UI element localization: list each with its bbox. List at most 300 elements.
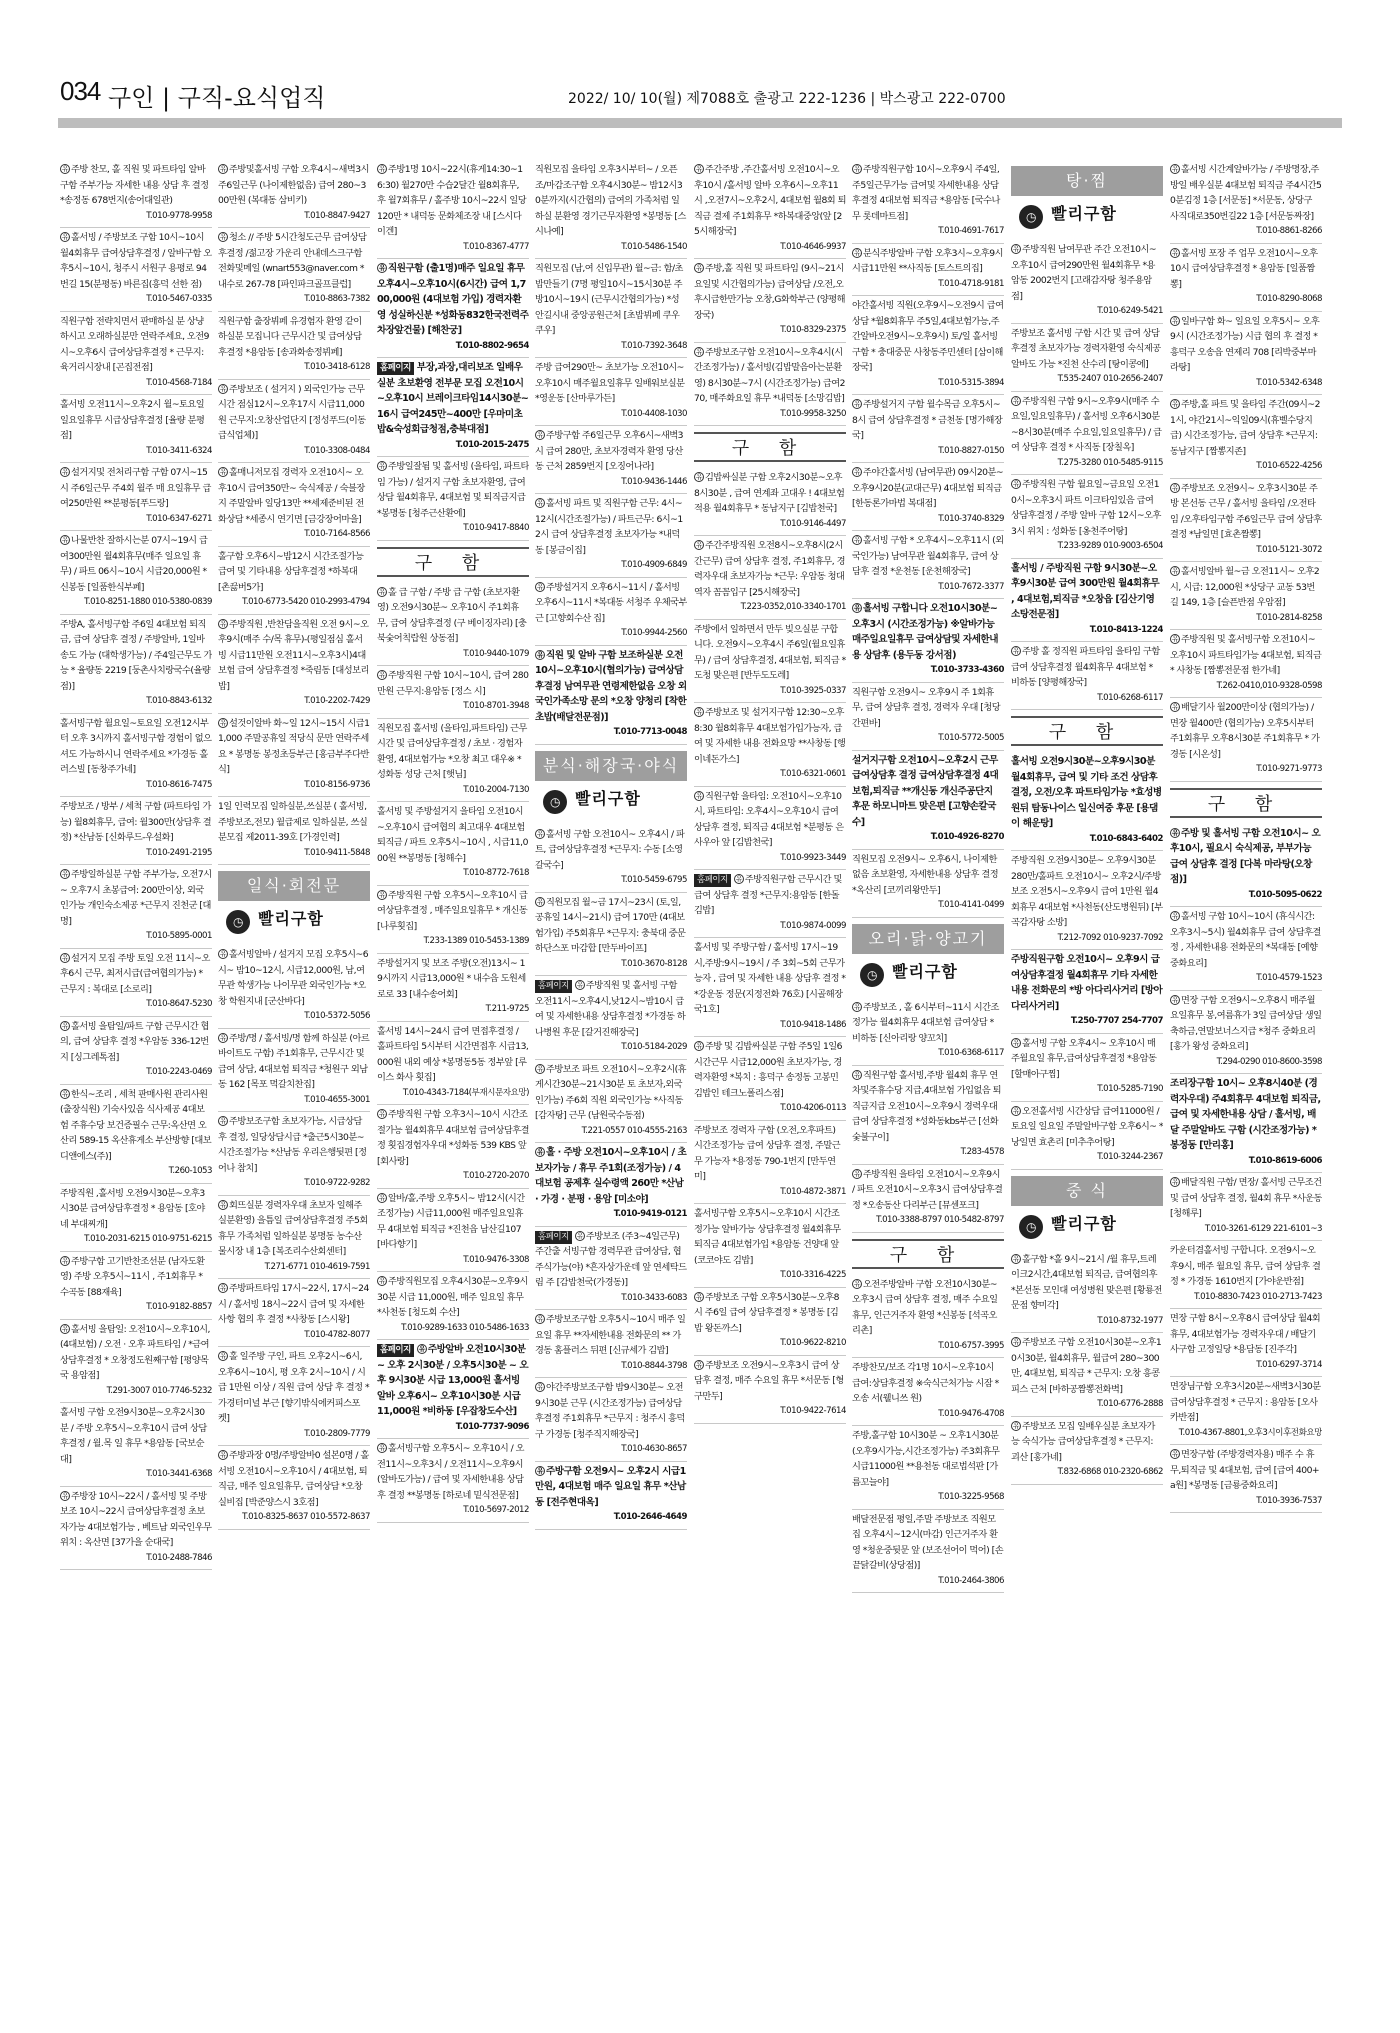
premium-mark-icon: 유 [1171,1450,1179,1458]
premium-mark-icon: 유 [219,384,227,393]
premium-mark-icon: 유 [378,462,386,470]
classified-ad [535,1143,687,1227]
classified-ad [1011,475,1163,559]
classified-ad [694,1356,846,1424]
ad-phone: T.010-9923-3449 [780,852,846,863]
classified-ad [535,893,687,977]
classified-ad [1011,559,1163,643]
ad-phone: T.010-6757-3995 [938,1340,1004,1351]
classified-ad [1170,562,1322,630]
classified-ad [694,259,846,343]
classified-ad [1170,698,1322,782]
classified-ad [60,531,212,615]
ad-phone: T.010-3433-6083 [621,1292,687,1303]
clock-icon: ◷ [226,910,250,934]
classified-ad [377,1022,529,1106]
classified-ad [694,343,846,427]
ad-text: 주방구함 오전9시~ 오후2시 시급1만원, 4대보험 매주 일요일 휴무 *산남동 [전주현대옥] [535,1465,686,1508]
premium-mark-icon: 유 [853,1169,861,1178]
classified-ad [694,468,846,536]
premium-mark-icon: 유 [219,619,227,628]
classified-ad [852,683,1004,751]
premium-mark-icon: 유 [695,1360,703,1369]
premium-mark-icon: 유 [378,1444,386,1452]
premium-mark-icon: 유 [853,1279,861,1288]
ad-phone: T.010-2004-7130 [463,784,529,795]
ad-text: 주방직원구함 근무시간 및 급여 상담후 결정 *근무지:용암동 [한돌김밥] [694,874,842,916]
ad-phone: T.010-9722-9282 [304,1178,370,1188]
premium-mark-icon: 유 [378,587,386,596]
ad-phone: T.832-6868 010-2320-6862 [1057,1467,1163,1477]
premium-mark-icon: 유 [1012,245,1020,253]
ad-phone: T.010-6321-0601 [780,769,846,779]
premium-mark-icon: 유 [378,890,386,899]
ad-text: 홀서빙 포장 주 업무 오전10시~오후10시 급여상담후결정 * 용암동 [일품짬뽕] [1170,247,1318,290]
premium-mark-icon: 유 [61,536,69,544]
premium-mark-icon: 유 [853,248,861,257]
classified-ad [377,1105,529,1189]
classified-ad [218,1347,370,1446]
urgent-hire-banner [535,787,687,819]
ad-phone: T.271-6771 010-4619-7591 [264,1261,370,1272]
ad-text: 일바구함 화~ 일요일 오후5시~ 오후9시 (시간조정가능) 시급 협의 후 결정 *흥덕구 오송읍 연제리 708 [리박중부마라탕] [1170,315,1320,373]
classified-ad [218,380,370,464]
premium-mark-icon: 유 [1171,248,1179,257]
ad-text: 주방직원 및 홀서빙 구함 오전11시~오후4시,낮12시~밤10시 급여 및 자세한내용 상담후결정 *가경동 하나병원 후문 [갈거진해장국] [535,980,686,1038]
classified-ad [1170,244,1322,312]
ad-text: 홀서빙 을탐일: 오전10시~오후10시, (4대보험) / 오전 · 오후 파트타임 / *금여상담후결정 * 오창정도원째구함 [평양목국 용암점] [60,1323,210,1381]
classified-ad [377,160,529,259]
premium-mark-icon: 유 [536,650,544,659]
ad-phone: T.010-3441-6368 [146,1469,212,1479]
premium-mark-icon: 유 [853,1002,861,1011]
ad-phone: T.010-5697-2012 [463,1505,529,1515]
premium-mark-icon: 유 [576,981,583,989]
ad-phone: T.010-6268-6117 [1097,692,1163,703]
premium-mark-icon: 유 [61,953,69,962]
premium-mark-icon: 유 [695,708,703,716]
ad-phone: T.010-9476-3308 [463,1254,529,1265]
classified-ad [218,547,370,615]
ad-phone: T.294-0290 010-8600-3598 [1216,1056,1322,1067]
ad-phone: T.010-5285-7190 [1097,1084,1163,1094]
premium-mark-icon: 유 [735,875,742,883]
ad-phone: T.010-6776-2888 [1097,1399,1163,1409]
classified-ad [377,358,529,457]
ad-phone: T.010-6773-5420 010-2993-4794 [242,597,370,607]
ad-phone: T.010-2031-6215 010-9751-6215 [84,1234,212,1244]
ad-text: 주방보조 구함 오후5시30분~오후8시 주6일 급여 상담후결정 * 봉명동 [김밥 왕돈까스] [694,1291,839,1334]
classified-ad [218,1446,370,1530]
classified-ad [1170,991,1322,1075]
ad-text: 직원구함 오전9시~ 오후9시 주 1회휴무, 급여 상담후 결정, 경력자 우대 [청당간편바] [852,686,1001,729]
ad-text: 배달전문점 평일,주말 주방보조 직원모집 오후4시~12시(마감) 인근거주자 환영 *청운중뒷문 앞 (보조선어이 먹어) [손끝닭갈비(상당점)] [852,1513,1004,1571]
premium-mark-icon: 유 [1012,1038,1020,1047]
ad-text: 면장 구함 오전9시~오후8시 매주월요일휴무 봉,여름휴가 3일 급여상담 생일축하금,연말보너스지급 *청주 중화요리 [홍가 왕성 중화요리] [1170,994,1322,1052]
ad-phone: T.010-3936-7537 [1256,1495,1322,1506]
ad-phone: T.010-4926-8270 [930,832,1004,842]
classified-ad [1170,1173,1322,1241]
ad-phone: T.010-2464-3806 [938,1575,1004,1586]
ad-phone: T.010-4141-0499 [938,900,1004,910]
premium-mark-icon: 유 [219,950,227,958]
ad-phone: T.010-8325-8637 010-5572-8637 [242,1512,370,1522]
classified-ad [60,1320,212,1404]
premium-mark-icon: 유 [1012,1421,1020,1430]
ad-text: 설것이알바 화~일 12시~15시 시급11,000 주말공휴일 적당식 문만 연락주세요 * 봉명동 봉정초등부근 [홍금부주다반식] [218,717,370,775]
ad-text: 주방직원 오전9시30분~ 오후9시30분 280만/홀파트 오전10시~ 오후2시/주방보조 오전5시~오후9시 급여 1만원 월4회휴무 4대보험 *사천동(산도병원뒤) [부곡감자탕 소방] [1011,855,1163,928]
urgent-hire-banner [218,907,370,939]
ad-text: 주방직원 ,홀서빙 오전9시30분~오후3시30분 급여상담후결정 * 용암동 [호야네 부대찌개] [60,1187,205,1230]
premium-mark-icon: 유 [1171,912,1179,920]
ad-text: 홀 · 주방 오전10시~오후10시 / 초보자가능 / 휴무 주1회(조정가능) / 4대보험 공제후 실수령액 260만 *산남 · 가경 · 분평 · 용암 [미소야] [535,1147,687,1205]
classified-ad [1011,1417,1163,1485]
premium-mark-icon: 유 [219,165,227,173]
classified-ad [1011,324,1163,392]
premium-mark-icon: 유 [853,165,861,173]
classified-ad [1170,907,1322,991]
ad-phone: T.010-8772-7618 [463,868,529,878]
ad-text: 주방보조 및 설거지구함 12:30~오후8:30 월8회휴무 4대보험가입가능자, 급여 및 자세한 내용 전화요망 **사창동 [행이네돈가스] [694,707,846,765]
column-7 [1011,160,1163,2006]
premium-mark-icon: 유 [61,1491,69,1500]
classified-ad [535,1060,687,1144]
homepage-badge: 홈페이지 [377,362,414,375]
ad-text: 홀서빙알바 월~금 오전11시~ 오후2시, 시급: 12,000원 *상당구 교동 53번길 149, 1층 [슬픈반점 우암점] [1170,566,1320,608]
premium-mark-icon: 유 [853,1070,861,1079]
ad-text: 주방구함 주6일근무 오후6시~새벽3시 급여 280만, 초보자경력자 환영 당산동 근처 2859번지 [오징어나라] [535,430,683,472]
ad-text: 주방설거지 구함 월수목금 오후5시~8시 급여 상담후결정 * 금천동 [명가해장국] [852,399,1003,441]
ad-phone: T.010-4646-9937 [780,241,846,252]
ad-phone: T.010-9476-4708 [938,1408,1004,1419]
classified-ad [694,1204,846,1288]
ad-text: 홀서빙 파트 및 직원구함 근무: 4시~12시(시간조절가능) / 파트근무: 6시~12시 급여 상담후결정 초보자가능 *내덕동 [봉금이집] [535,498,683,556]
ad-phone: T.010-6522-4256 [1256,461,1322,471]
category-heading: 분식·해장국·야식 [535,751,687,781]
premium-mark-icon: 유 [219,1352,227,1360]
classified-ad [1170,1309,1322,1377]
ad-text: 주방,홀구함 10시30분 ~ 오후1시30분 (오후9시가능,시간조정가능) 주3회휴무 시급11000원 **용천동 대로법석판 [가름꼬늘야] [852,1430,1000,1488]
classified-ad [535,160,687,259]
premium-mark-icon: 유 [219,1033,227,1042]
classified-ad [852,850,1004,918]
classified-ad [694,620,846,704]
ad-text: 주방구함 고기반찬조선분 (남자도환영) 주방 오후5시~11시 , 주1회휴무 * 수곡동 [88재육] [60,1255,205,1298]
classified-ad [1011,642,1163,710]
premium-mark-icon: 유 [219,1200,227,1209]
classified-ad [535,426,687,494]
column-6 [852,160,1004,2006]
ad-phone: T.010-4343-7184(부재시문자요망) [402,1087,529,1098]
ad-phone: T.212-7092 010-9237-7092 [1057,932,1163,943]
premium-mark-icon: 유 [61,1089,69,1098]
ad-phone: T.010-9146-4497 [780,518,846,529]
ad-text: 면장 구함 8시~오후8시 급여상담 월4회휴무, 4대보험가능 경력자우대 / 배달기사구함 고정일당 *용담동 [진주각] [1170,1313,1321,1355]
ad-text: 홀서빙 구함 오후4시~ 오후10시 매주월요일 휴무,급여상담후결정 *용암동 [할매아구찜] [1011,1037,1157,1080]
masthead [60,76,1342,112]
column-3 [377,160,529,2006]
ad-text: 주방,홀 파트 및 을타임 주간(09시~21시, 야간21시~익일09시(휴벨수당지급) 시간조정가능, 급여 상담후 *근무지: 동남지구 [짬뽕지존] [1170,399,1320,457]
classified-ad [1011,1034,1163,1102]
ad-phone: T.010-2243-0469 [146,1067,212,1077]
urgent-hire-label: 빨리구함 [575,788,641,808]
ad-text: 주야간홀서빙 (남여무관) 09시20분~오후9시20분(교대근무) 4대보험 퇴직금 [한동론가마법 복대점] [852,467,1004,509]
ad-phone: T.010-8827-0150 [938,445,1004,456]
classified-ad [535,578,687,646]
category-heading: 탕·찜 [1011,166,1163,196]
ad-text: 조리장구함 10시~ 오후8시40분 (경력자우대) 주4회휴무 4대보험 퇴직금, 급여 및 자세한내용 상담 / 홀서빙, 배달 주말알바도 구함 (시간조정가능) *봉정동 [만리홍] [1170,1078,1321,1151]
premium-mark-icon: 유 [853,604,861,612]
ad-text: 직원구함 출장뷔페 유경험자 환영 같이 하실분 모집니다 근무시간 및 급여상담후결정 *용암동 [송과화송정뷔페] [218,315,362,358]
urgent-hire-label: 빨리구함 [1051,204,1117,223]
category-heading: 일식·회전문 [218,871,370,901]
premium-mark-icon: 유 [1171,828,1179,837]
ad-text: 주방보조구함 초보자가능, 시급상담후 결정, 일당상담시급 *출근5시30분~ 시간조절가능 *산남동 우리은행뒷편 [정어나 참치] [218,1116,367,1174]
column-5 [694,160,846,2006]
ad-phone: T.010-7392-3648 [621,340,687,351]
ad-text: 회뜨실분 경력자우대 초보자 일해주실분환영) 을틈일 급여상담후결정 주5회휴무 가족처럼 일하실분 봉명동 농수산물시장 내 1층 [복조리수산회센터] [218,1199,368,1257]
ad-phone: T.010-3225-9568 [938,1492,1004,1502]
ad-text: 오전주방알바 구함 오전10시30분~ 오후3시 급여 상담후 결정, 매주 수요일 휴무, 인근거주자 환영 *신봉동 [석곡오리촌] [852,1278,998,1336]
classified-ad [218,228,370,312]
ad-text: 주방보조 파트 오전10시~오후2시(휴게시간30분~21시30분 토 초보자,외국인가능) 주6회 직원 외국인가능 *사직동 [감자탕] 근무 (남원국수동점) [535,1063,687,1121]
ad-phone: T.010-9419-0121 [613,1209,687,1219]
premium-mark-icon: 유 [1171,1178,1179,1186]
ad-text: 홀서빙 및 주방구함 / 홀서빙 17시~19시,주방:9시~19시 / 주 3회~5회 근무가능자 , 급여 및 자세한 내용 상담후 결정 **강운동 정문(지정전화 76호) [시골해장국1호] [694,942,846,1015]
ad-text: 직원모집 (남,여 신입무관) 월~금: 함/초밥만들기 (7명 평일10시~15시30분 주방10시~19시 (근무시간협의가능) *성안길시내 중앙공원근처 [초밥뷔페 쿠우쿠우] [535,263,683,336]
classified-ad [694,938,846,1037]
ad-phone: T.010-4568-7184 [146,377,212,388]
section-title: 구인 | 구직-요식업직 [108,84,326,112]
ad-text: 설거지및 전처리구함 구함 07시~15시 주6일근무 주4회 월주 매 요일휴무 급여250만원 **분평동[푸드랑] [60,467,211,509]
ad-text: 홀서빙 구함 오전9시30분~오후2시30분 / 주방 오후5시~오후10시 급여 상담후결정 / 월.목 일 휴무 *용암동 [국보순대] [60,1407,207,1465]
ad-text: 설거지구함 오전10시~오후2시 근무 급여상담후 결정 급여상담후결정 4대보험,퇴직금 **개신동 개신주공단지 후문 하모니마트 맞은편 [고향손칼국수] [852,754,999,828]
category-heading: 중 식 [1011,1176,1163,1206]
premium-mark-icon: 유 [1012,480,1020,488]
ad-text: 홀서빙 시간계알바가능 / 주방명장,주방일 배우실분 4대보험 퇴직금 주4시간50분김정 1층 [서문동] *서문동, 상당구 사직대로350번길22 1층 [서문동짜장] [1170,164,1322,222]
classified-ad [852,998,1004,1066]
classified-ad [535,646,687,745]
ad-phone: T.010-4630-8657 [621,1444,687,1454]
premium-mark-icon: 유 [853,400,861,408]
classified-ad [377,802,529,886]
classified-ad [535,259,687,358]
classified-ad [1011,392,1163,476]
ad-text: 주방보조 홀서빙 구함 시간 및 급여 상담후결정 초보자가능 경력자환영 숙식제공 알바도 가능 *진천 산수리 [탕이콩에] [1011,327,1161,370]
classified-ad [60,1487,212,1571]
ad-phone: T.010-8616-7475 [146,779,212,790]
ad-text: 주방보조 , 홀 6시부터~11시 시간조정가능 월4회휴무 4대보험 급여상담 * 비하동 [신아리랑 양꼬치] [852,1001,999,1044]
premium-mark-icon: 유 [378,165,386,173]
ad-phone: T.010-5772-5005 [938,733,1004,743]
classified-ad [1170,479,1322,563]
classified-ad [852,244,1004,297]
premium-mark-icon: 유 [61,1256,69,1265]
ad-text: 주방보조 경력자 구함 (오전,오후파트) 시간조정가능 급여 상담후 결정, 주말근무 가능자 *용정동 790-1번지 [만두연미] [694,1124,841,1182]
ad-phone: T.010-6347-6271 [146,513,212,524]
classified-ad [60,1184,212,1252]
ad-phone: T.010-7164-8566 [304,529,370,539]
ad-text: 홀서빙구함 오후5시~ 오후10시 / 오전11시~오후3시 / 오전11시~오후9시(알바도가능) / 급여 및 자세한내용 상담 후 결정 **봉명동 [하로네 밑식전문점] [377,1443,525,1501]
column-1 [60,160,212,2006]
classified-ad [60,865,212,949]
premium-mark-icon: 유 [695,347,703,356]
classified-ad [852,531,1004,599]
ad-text: 주방보조 ( 설거지 ) 외국인가능 근무시간 점심12시~오후17시 시급11,000원 근무지:오창산업단지 [정성푸드(이동급식업체)] [218,383,366,441]
column-8 [1170,160,1322,2006]
ad-phone: T.010-4367-8801,오후3시이후전화요망 [1178,1427,1322,1438]
ad-phone: T.010-5121-3072 [1256,544,1322,555]
ad-phone: T.010-9422-7614 [780,1406,846,1416]
classified-ad [694,1121,846,1205]
ad-text: 직원모집 을타임 오후3시부터~ / 오픈조/마감조구함 오후4시30분~ 밤12시30분까지(시간협의) 급여의 가족처럼 일하실 분환영 경기근무자환영 *봉명동 [스시나예] [535,164,686,237]
clock-icon: ◷ [1019,1215,1043,1239]
ad-text: 홀구함 오후6시~밤12시 시간조절가능 급여 및 기타내용 상담후결정 *하복대 [촌끓버5가] [218,550,364,593]
ad-phone: T.010-3244-2367 [1097,1152,1163,1162]
ad-phone: T.010-6843-6402 [1089,833,1163,844]
classified-ad [377,259,529,358]
ad-text: 홀서빙 14시~24시 급여 면접후결정 / 홀파트타임 5시부터 시간면접후 시급13,000원 내외 예상 *봉명동5동 정부앞 [루이스 화사 횟집] [377,1025,529,1083]
ad-text: 주방파트타임 17시~22시, 17시~24시 / 홀서빙 18시~22시 급여 및 자세한 사항 협의 후 결정 *사창동 [스시왕] [218,1283,369,1325]
classified-ad [852,395,1004,463]
ad-phone: T.010-9874-0099 [780,920,846,931]
premium-mark-icon: 유 [1012,396,1020,405]
classified-ad [60,312,212,396]
column-4 [535,160,687,2006]
classified-ad [377,583,529,667]
classified-ad [535,1310,687,1378]
ad-phone: T.010-8156-9736 [304,779,370,790]
ad-text: 홀서빙 구함 10시~10시 (휴식시간: 오후3시~5시) 월4회휴무 급여 상담후결정 , 자세한내용 전화문의 *복대동 [예향 중화요리] [1170,911,1321,969]
ad-phone: T.010-3308-0484 [304,445,370,456]
ad-text: 홀서빙 오전9시30분~오후9시30분 월4회휴무, 급여 및 기타 조건 상담후 결정, 오전/오후 파트타임가능 *효성병원뒤 탐동나이스 일신여중 후문 [용댐이 해운탕] [1011,756,1162,829]
page-number: 034 [60,76,101,106]
urgent-hire-banner [1011,202,1163,234]
ad-phone: T.010-6297-3714 [1256,1359,1322,1370]
ad-text: 1일 인력모집 일하실분,쓰실분 ( 홀서빙,주방보조,전모) 월급제로 일하실분, 쓰실분모집 제2011-39호 [가경인력] [218,801,368,843]
ad-text: 주방장 10시~22시 / 홀서빙 및 주방보조 10시~22시 급여상담후결정 초보자가능 4대보험가능 , 베트남 외국인우무 위치 : 옥산면 [37가을 순대국] [60,1490,212,1548]
classified-ad [60,797,212,865]
premium-mark-icon: 유 [536,1315,544,1323]
premium-mark-icon: 유 [61,1021,69,1030]
premium-mark-icon: 유 [1012,1106,1020,1115]
ad-text: 주방 홀 정직원 파트타임 을타임 구함 급여 상담후결정 월4회휴무 4대보험 * 비하동 [양평해장국] [1011,646,1160,688]
premium-mark-icon: 유 [1171,483,1179,492]
premium-mark-icon: 유 [695,473,703,481]
ad-text: 홀구함 *홀 9시~21시 /월 휴무,트레이크2시간,4대보험 퇴직금, 급여협의후 *본선동 모인대 여성병원 맞은편 [황룡전문점 향미각] [1011,1253,1162,1311]
ad-text: 주방직원 을타임 오전10시~오후9시 / 파트 오전10시~오후3시 급여상담후결정 *오송동산 다리부근 [뮤센포크] [852,1168,1003,1211]
classified-ad [852,599,1004,683]
ad-text: 주간주방 ,주간홀서빙 오전10시~오후10시 /홀서빙 알바 오후6시~오후11시 ,오전7시~오후2시, 4대보험 월8회 퇴직금 결제 주1회휴무 *하복대중앙(앞 [25시해장국] [694,164,846,237]
ad-phone: T.010-5895-0001 [146,931,212,941]
ad-text: 분식주방알바 구함 오후3시~오후9시 시급11만원 **사직동 [토스트의집] [852,247,1003,274]
ad-phone: T.010-4206-0113 [780,1103,846,1113]
classified-ad [60,463,212,531]
ad-text: 주방보조 (주3~4일근무)주간출 서빙구함 경력무관 급여상담, 협 주식가능(야) *흔자상가운데 앞 연세탁드림 주 [감밥천국(가경동)] [535,1230,687,1288]
premium-mark-icon: 유 [536,829,544,838]
ad-text: 홀서빙 / 주방보조 구함 10시~10시 월4회휴무 급여상담후결정 / 알바구함 오후5시~10시, 청주시 서원구 용평로 94번길 15(분평동) 바른집(흥덕 선한 점) [60,232,212,290]
premium-mark-icon: 유 [1171,567,1179,575]
ad-phone: T.010-3418-6128 [304,362,370,372]
ad-phone: T.010-8844-3798 [621,1360,687,1371]
ad-text: 주방과장 0명/주방알바0 설본0명 / 홀서빙 오전10시~오후10시 / 4대보험, 퇴직금, 매주 일요일휴무, 급여상담 *오창 실비집 [박준양스시 3호점] [218,1450,369,1508]
ad-text: 주방알바 오전10시30분~ 오후 2시30분 / 오후5시30분 ~ 오후 9시30분 시급 13,000원 홀서빙 알바 오후6시~ 오후10시30분 시급 11,000원 *비하동 [우잡창도수산] [377,1344,529,1417]
ad-phone: T.260-1053 [168,1166,212,1176]
ad-text: 주방 찬모, 홀 직원 및 파트타임 알바 구함 주부가능 자세한 내용 상담 후 결정 *송정동 678번지(송어대일관) [60,164,209,206]
premium-mark-icon: 유 [695,165,703,173]
premium-mark-icon: 유 [536,1064,544,1073]
classified-ad [1170,1377,1322,1445]
issue-info: 2022/ 10/ 10(월) 제7088호 출광고 222-1236 | 박스광고 222-0700 [568,91,1006,107]
ad-text: 주방일잘됨 및 홀서빙 (을타임, 파트타임 가능) / 설거지 구함 초보자환영, 급여상담 월4회휴무, 4대보험 및 퇴직금지급 *봉명동 [청주근산환에] [377,461,529,519]
homepage-badge: 홈페이지 [377,1344,414,1357]
classified-ad [852,160,1004,244]
classified-ad [218,160,370,228]
premium-mark-icon: 유 [1012,1254,1020,1263]
ad-phone: T.010-3261-6129 221-6101~3 [1204,1223,1322,1234]
premium-mark-icon: 유 [219,718,227,727]
ad-text: 주방보조 모집 일배우실분 초보자가능 숙식가능 급여상담후결정 * 근무지: 괴산 [홍가네] [1011,1420,1155,1463]
ad-phone: T.211-9725 [485,1004,529,1014]
ad-phone: T.262-0410,010-9328-0598 [1216,680,1322,691]
premium-mark-icon: 유 [695,541,703,549]
ad-phone: T.010-8413-1224 [1089,624,1163,635]
premium-mark-icon: 유 [695,264,703,272]
ad-phone: T.010-8367-4777 [463,241,529,252]
premium-mark-icon: 유 [536,897,544,906]
classified-ad [1170,395,1322,479]
ad-phone: T.010-4782-8077 [304,1329,370,1340]
classified-ad [60,228,212,312]
ad-text: 주방/명 / 홀서빙/명 함께 하실분 (아르바이트도 구함) 주1회휴무, 근무시간 및 급여 상담, 4대보험 퇴직금 *청원구 외남동 162 [목포 먹갈치찬집] [218,1032,370,1090]
ad-phone: T.010-3670-8128 [621,958,687,969]
classified-ad [852,1275,1004,1359]
ad-phone: T.010-9418-1486 [780,1019,846,1030]
ad-phone: T.250-7707 254-7707 [1070,1016,1163,1026]
ad-phone: T.010-3925-0337 [780,685,846,696]
ad-text: 홀매니저모집 경력자 오전10시~ 오후10시 급여350만~ 숙식제공 / 숙블장지 주말알바 일당13만 **세제준비된 전화상담 *세종시 연기면 [금강장어마을] [218,467,365,525]
ad-phone: T.010-7737-9096 [455,1421,529,1432]
ad-text: 주방 및 홀서빙 구함 오전10시~ 오후10시, 필요시 숙식제공, 부부가능 급여 상담후 결정 [다복 마라탕(오창점)] [1170,827,1321,885]
premium-mark-icon: 유 [576,1231,583,1240]
ad-phone: T.223-0352,010-3340-1701 [740,602,846,612]
classified-ad [60,949,212,1017]
ad-text: 주방보조구함 오전10시~오후4시(시간조정가능) / 홀서빙(김밥말음아는분환영) 8시30분~7시 (시간조정가능) 급여270, 매주화요일 휴무 *내덕동 [소망김밥] [694,346,845,404]
classified-ad [1011,1250,1163,1334]
urgent-hire-label: 빨리구함 [258,909,324,928]
ad-text: 주방,홀 직원 및 파트타임 (9시~21시 요일및 시간협의가능) 급여상담 /오전,오후시급한만가능 오창,G화학부근 (양평해장국) [694,263,845,321]
ad-phone: T.010-8732-1977 [1097,1315,1163,1326]
category-heading: 오리·닭·양고기 [852,924,1004,954]
classified-ad [377,1340,529,1439]
ad-phone: T.010-4691-7617 [938,226,1004,236]
premium-mark-icon: 유 [695,1292,703,1301]
category-heading: 구 함 [1011,716,1163,746]
classified-ad [694,787,846,871]
classified-ad [694,1037,846,1121]
urgent-hire-label: 빨리구함 [1051,1213,1117,1233]
ad-phone: T.010-2809-7779 [304,1428,370,1439]
ad-text: 주방에서 일하면서 만두 빚으실분 구합니다. 오전9시~오후4시 주6일(월요일휴무) / 급여 상담후결정, 4대보험, 퇴직금 *도청 맞은편 [반두도도레] [694,623,846,681]
ad-text: 부장,과장,대리보조 일배우실분 초보환영 전부문 모집 오전10시~오후10시 브레이크타임14시30분~16시 급여245만~400만 [우마미초밥&숙성회급청점,충북대점] [377,362,529,435]
ad-phone: T.010-8863-7382 [304,294,370,304]
clock-icon: ◷ [860,963,884,987]
ad-text: 주방보조 오전9시~오후3시 급여 상담후 결정, 매주 수요일 휴무 *서문동 [형구만두] [694,1359,844,1402]
premium-mark-icon: 유 [61,233,69,241]
ad-phone: T.010-6249-5421 [1097,306,1163,316]
ad-phone: T.010-9417-8840 [463,523,529,533]
premium-mark-icon: 유 [1171,995,1179,1004]
